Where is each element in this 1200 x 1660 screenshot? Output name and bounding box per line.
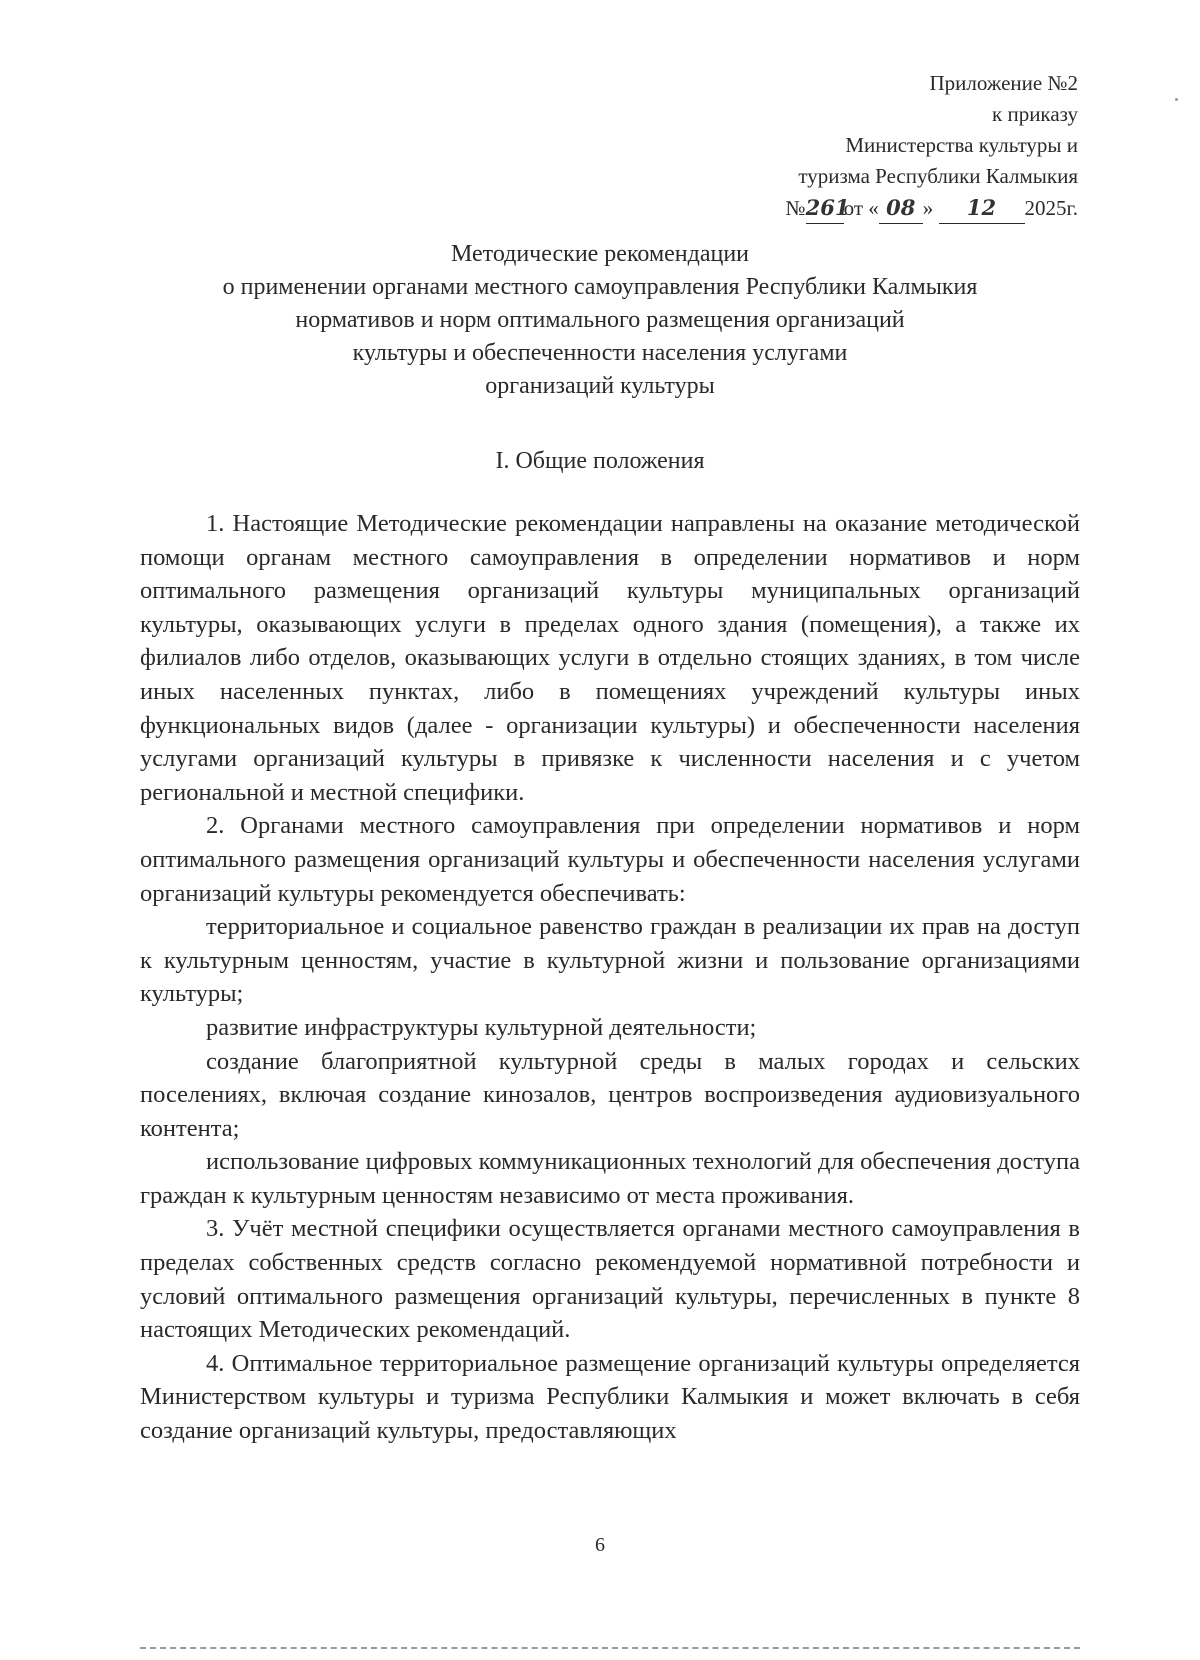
paragraph: использование цифровых коммуникационных технологий для обеспечения доступа граждан к культурным ценностям независимо от места проживания. [140, 1148, 1080, 1209]
appendix-region-line: туризма Республики Калмыкия [798, 164, 1078, 188]
appendix-header [786, 68, 1078, 224]
order-number-line [786, 192, 1078, 224]
paragraph: 3. Учёт местной специфики осуществляется органами местного самоуправления в пределах собственных средств согласно рекомендуемой нормативной потребности и условий оптимального размещения организаций культуры, перечисленных в пункте 8 настоящих Методических рекомендаций. [140, 1215, 1080, 1344]
section-heading: I. Общие положения [495, 448, 705, 474]
page-number: 6 [595, 1534, 605, 1556]
from-label: от « [843, 196, 879, 220]
order-month: 12 [939, 192, 1025, 224]
order-number: 261 [806, 192, 844, 224]
title-line: нормативов и норм оптимального размещения организаций [295, 307, 905, 333]
paragraph: развитие инфраструктуры культурной деятельности; [206, 1013, 757, 1041]
document-title [120, 238, 1080, 403]
paragraph: 4. Оптимальное территориальное размещение организаций культуры определяется Министерством культуры и туризма Республики Калмыкия и может включать в себя создание организаций культуры, предоставляющих [140, 1349, 1080, 1445]
paragraph: 1. Настоящие Методические рекомендации направлены на оказание методической помощи органам местного самоуправления в определении нормативов и норм оптимального размещения организаций культуры муниципальных организаций культуры, оказывающих услуги в пределах одного здания (помещения), а также их филиалов либо отделов, оказывающих услуги в отдельно стоящих зданиях, в том числе иных населенных пунктах, либо в помещениях учреждений культуры иных функциональных видов (далее - организации культуры) и обеспеченности населения услугами организаций культуры в привязке к численности населения и с учетом региональной и местной специфики. [140, 510, 1080, 806]
order-day: 08 [879, 192, 923, 224]
title-line: культуры и обеспеченности населения услугами [352, 340, 848, 366]
appendix-ministry-line: Министерства культуры и [845, 133, 1078, 157]
appendix-order-line: к приказу [992, 102, 1078, 126]
scan-speck [1175, 98, 1178, 101]
order-year: 2025г. [1024, 196, 1078, 220]
number-sign: № [785, 196, 806, 220]
scan-edge-line [140, 1647, 1080, 1649]
title-line: Методические рекомендации [450, 241, 750, 267]
paragraph: создание благоприятной культурной среды в малых городах и сельских поселениях, включая создание кинозалов, центров воспроизведения аудиовизуального контента; [140, 1047, 1080, 1142]
quote-close: » [922, 196, 934, 220]
title-line: о применении органами местного самоуправления Республики Калмыкия [222, 274, 978, 300]
paragraph: территориальное и социальное равенство граждан в реализации их прав на доступ к культурным ценностям, участие в культурной жизни и пользование организациями культуры; [140, 913, 1080, 1008]
document-body [140, 507, 1080, 1448]
appendix-label: Приложение №2 [929, 71, 1078, 95]
paragraph: 2. Органами местного самоуправления при определении нормативов и норм оптимального размещения организаций культуры и обеспеченности населения услугами организаций культуры рекомендуется обеспечивать: [140, 812, 1080, 907]
title-line: организаций культуры [485, 373, 715, 399]
